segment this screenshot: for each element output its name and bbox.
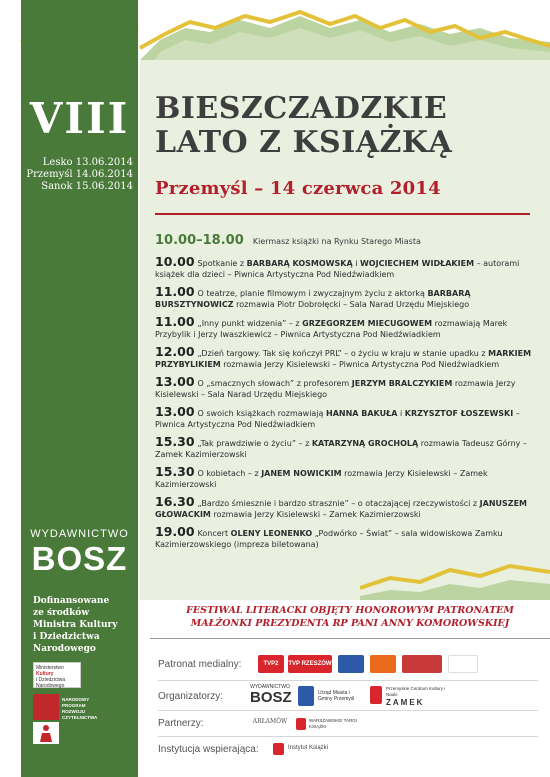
- event-item: [155, 316, 535, 340]
- media-logo-5: [402, 655, 442, 673]
- ministry-logo-line: Ministerstwo: [36, 665, 64, 671]
- patronage-divider: [150, 638, 550, 639]
- event-guest-name: OLENY LEONENKO: [230, 529, 313, 538]
- event-description: rozmawia Jerzy Kisielewski – Zamek Kazimierzowski: [210, 510, 421, 519]
- event-item: [155, 496, 535, 520]
- event-description: „Bardzo śmiesznie i bardzo strasznie” – o otaczającej rzeczywistości z: [197, 499, 480, 508]
- media-patrons-row: [158, 655, 538, 679]
- npr-logo-text: [62, 697, 102, 721]
- organizers-label: Organizatorzy:: [158, 691, 224, 702]
- event-description: O teatrze, planie filmowym i zwyczajnym życiu z aktorką: [197, 289, 428, 298]
- event-time: 10.00: [155, 254, 195, 269]
- przemysl-crest-icon: [298, 686, 314, 706]
- title-line-1: BIESZCZADZKIE: [155, 91, 448, 126]
- castle-organizer-name: ZAMEK: [386, 698, 425, 707]
- title-line-2: LATO Z KSIĄŻKĄ: [155, 125, 453, 160]
- sponsor-divider: [158, 736, 538, 737]
- event-guest-name: BARBARĄ BURSZTYNOWICZ: [155, 289, 471, 309]
- event-description: O swoich książkach rozmawiają: [197, 409, 326, 418]
- event-time: 15.30: [155, 464, 195, 479]
- city-office-logo: Urząd Miasta i Gminy Przemyśl: [318, 690, 355, 702]
- media-logo-6: [448, 655, 478, 673]
- book-institute-icon: [273, 743, 284, 755]
- event-description: i: [352, 259, 360, 268]
- event-description: O kobietach – z: [197, 469, 262, 478]
- book-institute-logo: Instytut Książki: [288, 745, 329, 751]
- gold-hills-decoration: [360, 560, 550, 600]
- event-description: O „smacznych słowach” z profesorem: [197, 379, 352, 388]
- patronage-line-2: MAŁŻONKI PREZYDENTA RP PANI ANNY KOMOROWSKIEJ: [190, 618, 510, 629]
- book-fair-partner-icon: [296, 718, 306, 730]
- tvp-rzeszow-logo: TVP RZESZÓW: [288, 655, 332, 673]
- media-logo-3: [338, 655, 364, 673]
- funding-note: [33, 595, 133, 655]
- funding-line: ze środków: [33, 608, 90, 618]
- event-item: [155, 376, 535, 400]
- publisher-logo: BOSZ: [31, 540, 128, 577]
- support-label: Instytucja wspierająca:: [158, 744, 259, 755]
- date-sanok: Sanok 15.06.2014: [41, 181, 133, 192]
- media-logo-4: [370, 655, 396, 673]
- patronage-note: [150, 604, 550, 630]
- reader-figure-icon: [33, 722, 59, 744]
- bosz-organizer-top: WYDAWNICTWO: [250, 684, 290, 690]
- event-time: 19.00: [155, 524, 195, 539]
- event-guest-name: MARKIEM PRZYBYLIKIEM: [155, 349, 532, 369]
- sponsor-divider: [158, 680, 538, 681]
- event-description: „Dzień targowy. Tak się kończył PRL” – o życiu w kraju w stanie upadku z: [197, 349, 489, 358]
- event-description: rozmawia Jerzy Kisielewski – Sala Narad Urzędu Miejskiego: [155, 379, 516, 399]
- book-fair-time: 10.00–18.00: [155, 233, 244, 248]
- event-description: Spotkanie z: [197, 259, 247, 268]
- event-description: – Piwnica Artystyczna Pod Niedźwiadkiem: [155, 409, 520, 429]
- npr-line: NARODOWY: [62, 697, 90, 702]
- event-description: rozmawia Jerzy Kisielewski – Zamek Kazimierzowski: [155, 469, 488, 489]
- bosz-organizer-logo: [250, 684, 290, 705]
- event-item: [155, 286, 535, 310]
- event-guest-name: KRZYSZTOF ŁOSZEWSKI: [404, 409, 514, 418]
- funding-line: Narodowego: [33, 644, 96, 654]
- partners-label: Partnerzy:: [158, 718, 204, 729]
- event-description: i: [397, 409, 405, 418]
- event-description: „Podwórko – Świat” – sala widowiskowa Zamku Kazimierzowskiego (impreza biletowana): [155, 529, 503, 549]
- ministry-logo-line: i Dziedzictwa: [36, 677, 66, 683]
- publisher-label: WYDAWNICTWO: [30, 528, 129, 540]
- event-description: rozmawia Tadeusz Górny – Zamek Kazimierzowski: [155, 439, 527, 459]
- event-guest-name: KATARZYNĄ GROCHOLĄ: [311, 439, 419, 448]
- arlamow-logo: ARŁAMÓW: [252, 718, 288, 725]
- organizers-row: [158, 686, 538, 710]
- festival-dates: [21, 157, 133, 193]
- event-description: „Tak prawdziwie o życiu” – z: [197, 439, 312, 448]
- date-przemysl: Przemyśl 14.06.2014: [26, 169, 133, 180]
- event-description: rozmawiają Marek Przybylik i Jerzy Iwaszkiewicz – Piwnica Artystyczna Pod Niedźwiadkiem: [155, 319, 508, 339]
- event-guest-name: HANNA BAKUŁA: [326, 409, 398, 418]
- event-description: – autorami książek dla dzieci – Piwnica Artystyczna Pod Niedźwiadkiem: [155, 259, 520, 279]
- npr-line: ROZWOJU: [62, 709, 85, 714]
- bosz-organizer-name: BOSZ: [250, 689, 292, 706]
- funding-line: i Dziedzictwa: [33, 632, 100, 642]
- poster-subtitle: Przemyśl – 14 czerwca 2014: [155, 178, 441, 199]
- ministry-logo: [33, 662, 81, 688]
- castle-organizer-logo: [386, 686, 446, 707]
- event-time: 16.30: [155, 494, 195, 509]
- patronage-line-1: FESTIWAL LITERACKI OBJĘTY HONOROWYM PATRONATEM: [186, 605, 514, 616]
- sponsor-divider: [158, 710, 538, 711]
- npr-line: PROGRAM: [62, 703, 86, 708]
- event-description: „Inny punkt widzenia” – z: [197, 319, 303, 328]
- edition-number: VIII: [29, 94, 130, 143]
- ministry-logo-line: Narodowego: [36, 683, 65, 689]
- event-time: 13.00: [155, 404, 195, 419]
- event-item: [155, 466, 535, 490]
- book-fair: [155, 229, 535, 248]
- funding-line: Ministra Kultury: [33, 620, 118, 630]
- event-time: 13.00: [155, 374, 195, 389]
- event-description: Koncert: [197, 529, 231, 538]
- funding-line: Dofinansowane: [33, 596, 110, 606]
- event-item: [155, 346, 535, 370]
- event-guest-name: WOJCIECHEM WIDŁAKIEM: [359, 259, 475, 268]
- event-guest-name: GRZEGORZEM MIECUGOWEM: [302, 319, 433, 328]
- subtitle-divider: [155, 213, 530, 215]
- event-time: 11.00: [155, 284, 195, 299]
- event-time: 15.30: [155, 434, 195, 449]
- event-item: [155, 436, 535, 460]
- event-guest-name: BARBARĄ KOSMOWSKĄ: [246, 259, 353, 268]
- date-lesko: Lesko 13.06.2014: [42, 157, 133, 168]
- event-item: [155, 406, 535, 430]
- event-guest-name: JERZYM BRALCZYKIEM: [351, 379, 453, 388]
- sidebar: [21, 0, 138, 777]
- castle-crest-icon: [370, 686, 382, 704]
- event-guest-name: JANEM NOWICKIM: [261, 469, 342, 478]
- event-item: [155, 526, 535, 550]
- event-description: rozmawia Piotr Dobrołęcki – Sala Narad Urzędu Miejskiego: [233, 300, 470, 309]
- event-time: 12.00: [155, 344, 195, 359]
- partners-row: [158, 714, 538, 738]
- npr-logo-icon: [33, 694, 59, 720]
- npr-line: CZYTELNICTWA: [62, 715, 98, 720]
- tvp2-logo: TVP2: [258, 655, 284, 673]
- event-item: [155, 256, 535, 280]
- support-row: [158, 740, 538, 764]
- event-guest-name: JANUSZEM GŁOWACKIM: [155, 499, 528, 519]
- event-time: 11.00: [155, 314, 195, 329]
- event-list: [155, 256, 535, 556]
- poster-title: [155, 92, 535, 160]
- castle-organizer-top: Przemyskie Centrum Kultury i Nauki: [386, 686, 446, 697]
- media-patrons-label: Patronat medialny:: [158, 659, 242, 670]
- event-description: rozmawia Jerzy Kisielewski – Piwnica Artystyczna Pod Niedźwiadkiem: [220, 360, 500, 369]
- book-fair-description: Kiermasz książki na Rynku Starego Miasta: [252, 237, 421, 246]
- ministry-logo-line: Kultury: [36, 671, 54, 677]
- book-fair-partner-logo: WARSZAWSKIE TARGI KSIĄŻKI: [309, 718, 358, 729]
